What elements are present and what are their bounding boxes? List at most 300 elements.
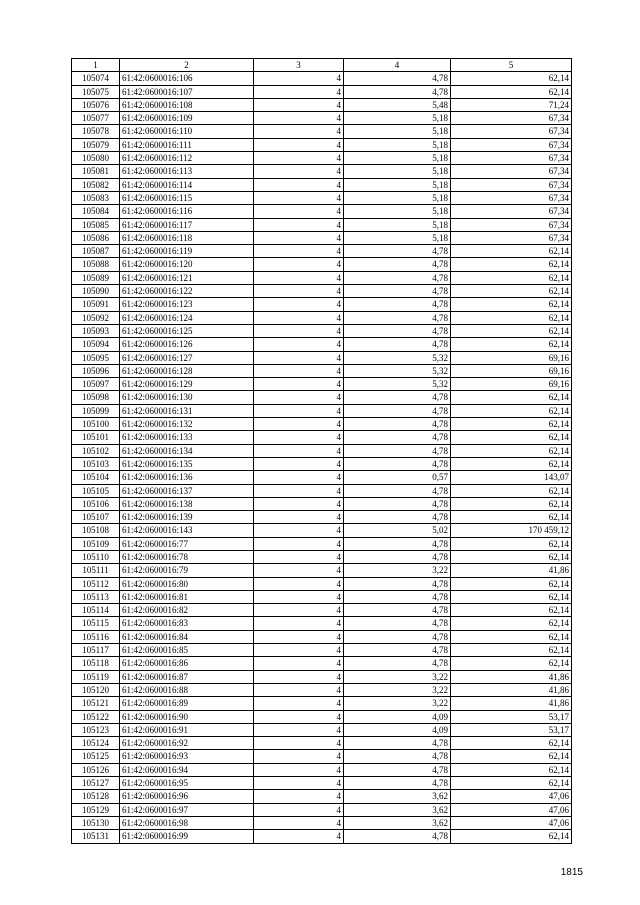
- table-cell: 4: [254, 564, 344, 577]
- table-cell: 5,18: [344, 231, 451, 244]
- table-cell: 61:42:0600016:91: [120, 723, 254, 736]
- table-cell: 61:42:0600016:93: [120, 750, 254, 763]
- table-cell: 105077: [72, 112, 120, 125]
- table-cell: 4: [254, 364, 344, 377]
- table-cell: 4,78: [344, 85, 451, 98]
- table-cell: 5,18: [344, 205, 451, 218]
- table-cell: 61:42:0600016:143: [120, 524, 254, 537]
- table-cell: 4: [254, 298, 344, 311]
- table-cell: 61:42:0600016:123: [120, 298, 254, 311]
- table-row: [72, 737, 572, 750]
- table-cell: 4: [254, 604, 344, 617]
- table-cell: 4,78: [344, 617, 451, 630]
- table-cell: 4,09: [344, 710, 451, 723]
- table-cell: 61:42:0600016:77: [120, 537, 254, 550]
- table-row: [72, 231, 572, 244]
- table-cell: 61:42:0600016:115: [120, 191, 254, 204]
- column-header: 5: [451, 59, 572, 72]
- table-cell: 62,14: [451, 537, 572, 550]
- table-cell: 47,06: [451, 803, 572, 816]
- table-cell: 4,78: [344, 657, 451, 670]
- table-cell: 4: [254, 338, 344, 351]
- table-cell: 4: [254, 404, 344, 417]
- table-cell: 61:42:0600016:96: [120, 790, 254, 803]
- table-cell: 4: [254, 431, 344, 444]
- table-cell: 61:42:0600016:87: [120, 670, 254, 683]
- table-cell: 61:42:0600016:82: [120, 604, 254, 617]
- table-cell: 67,34: [451, 178, 572, 191]
- table-row: [72, 790, 572, 803]
- table-cell: 3,62: [344, 816, 451, 829]
- table-cell: 4: [254, 737, 344, 750]
- table-cell: 62,14: [451, 750, 572, 763]
- table-cell: 4,78: [344, 311, 451, 324]
- table-cell: 4,78: [344, 630, 451, 643]
- table-cell: 4: [254, 710, 344, 723]
- table-cell: 4: [254, 683, 344, 696]
- table-cell: 3,62: [344, 803, 451, 816]
- table-row: [72, 178, 572, 191]
- table-cell: 105115: [72, 617, 120, 630]
- table-cell: 61:42:0600016:108: [120, 98, 254, 111]
- table-row: [72, 644, 572, 657]
- table-cell: 62,14: [451, 258, 572, 271]
- table-cell: 105083: [72, 191, 120, 204]
- table-cell: 67,34: [451, 152, 572, 165]
- table-cell: 4,78: [344, 484, 451, 497]
- table-cell: 5,18: [344, 191, 451, 204]
- table-cell: 105110: [72, 550, 120, 563]
- table-cell: 105122: [72, 710, 120, 723]
- table-row: [72, 431, 572, 444]
- table-cell: 105082: [72, 178, 120, 191]
- table-cell: 105127: [72, 777, 120, 790]
- table-cell: 4: [254, 271, 344, 284]
- table-cell: 4,78: [344, 431, 451, 444]
- table-cell: 61:42:0600016:128: [120, 364, 254, 377]
- table-cell: 61:42:0600016:134: [120, 444, 254, 457]
- table-row: [72, 205, 572, 218]
- table-cell: 4,78: [344, 590, 451, 603]
- table-cell: 4: [254, 444, 344, 457]
- table-cell: 4: [254, 630, 344, 643]
- table-cell: 62,14: [451, 737, 572, 750]
- table-cell: 61:42:0600016:138: [120, 497, 254, 510]
- table-cell: 62,14: [451, 777, 572, 790]
- table-row: [72, 710, 572, 723]
- table-cell: 3,22: [344, 683, 451, 696]
- table-cell: 5,02: [344, 524, 451, 537]
- table-cell: 105116: [72, 630, 120, 643]
- table-row: [72, 418, 572, 431]
- table-cell: 62,14: [451, 391, 572, 404]
- table-cell: 4: [254, 497, 344, 510]
- table-cell: 4,78: [344, 391, 451, 404]
- table-cell: 4,78: [344, 338, 451, 351]
- table-cell: 4,78: [344, 644, 451, 657]
- table-cell: 67,34: [451, 165, 572, 178]
- table-cell: 62,14: [451, 285, 572, 298]
- table-cell: 62,14: [451, 550, 572, 563]
- table-cell: 4: [254, 378, 344, 391]
- table-cell: 61:42:0600016:129: [120, 378, 254, 391]
- table-row: [72, 152, 572, 165]
- table-cell: 105107: [72, 511, 120, 524]
- table-cell: 67,34: [451, 125, 572, 138]
- table-cell: 4: [254, 577, 344, 590]
- table-cell: 61:42:0600016:112: [120, 152, 254, 165]
- table-cell: 61:42:0600016:88: [120, 683, 254, 696]
- column-header: 2: [120, 59, 254, 72]
- table-cell: 62,14: [451, 644, 572, 657]
- table-row: [72, 803, 572, 816]
- table-cell: 105118: [72, 657, 120, 670]
- table-cell: 105125: [72, 750, 120, 763]
- table-cell: 105117: [72, 644, 120, 657]
- table-cell: 61:42:0600016:125: [120, 324, 254, 337]
- table-cell: 4: [254, 85, 344, 98]
- data-table: [71, 58, 572, 844]
- table-cell: 61:42:0600016:78: [120, 550, 254, 563]
- table-cell: 61:42:0600016:79: [120, 564, 254, 577]
- table-row: [72, 590, 572, 603]
- table-row: [72, 457, 572, 470]
- table-row: [72, 524, 572, 537]
- table-cell: 4,78: [344, 404, 451, 417]
- table-cell: 5,18: [344, 125, 451, 138]
- table-cell: 105130: [72, 816, 120, 829]
- table-cell: 61:42:0600016:90: [120, 710, 254, 723]
- table-cell: 5,18: [344, 178, 451, 191]
- table-cell: 62,14: [451, 484, 572, 497]
- table-cell: 4: [254, 537, 344, 550]
- table-cell: 105095: [72, 351, 120, 364]
- table-cell: 105126: [72, 763, 120, 776]
- table-row: [72, 112, 572, 125]
- table-cell: 105128: [72, 790, 120, 803]
- page-number: 1815: [560, 867, 583, 878]
- table-cell: 3,22: [344, 564, 451, 577]
- table-cell: 4,78: [344, 271, 451, 284]
- table-cell: 105111: [72, 564, 120, 577]
- table-cell: 69,16: [451, 378, 572, 391]
- table-row: [72, 657, 572, 670]
- table-cell: 4: [254, 258, 344, 271]
- table-cell: 61:42:0600016:98: [120, 816, 254, 829]
- table-row: [72, 298, 572, 311]
- table-cell: 105078: [72, 125, 120, 138]
- table-cell: 62,14: [451, 590, 572, 603]
- table-row: [72, 577, 572, 590]
- table-cell: 61:42:0600016:119: [120, 245, 254, 258]
- column-header: 3: [254, 59, 344, 72]
- table-cell: 4,09: [344, 723, 451, 736]
- table-cell: 4: [254, 590, 344, 603]
- column-header: 1: [72, 59, 120, 72]
- table-cell: 4: [254, 351, 344, 364]
- table-cell: 61:42:0600016:85: [120, 644, 254, 657]
- table-cell: 61:42:0600016:107: [120, 85, 254, 98]
- table-cell: 62,14: [451, 298, 572, 311]
- table-row: [72, 723, 572, 736]
- table-cell: 61:42:0600016:83: [120, 617, 254, 630]
- table-row: [72, 138, 572, 151]
- table-cell: 105079: [72, 138, 120, 151]
- table-cell: 4,78: [344, 550, 451, 563]
- table-cell: 61:42:0600016:80: [120, 577, 254, 590]
- table-cell: 105113: [72, 590, 120, 603]
- table-cell: 61:42:0600016:92: [120, 737, 254, 750]
- table-cell: 4: [254, 484, 344, 497]
- table-cell: 67,34: [451, 112, 572, 125]
- table-cell: 67,34: [451, 218, 572, 231]
- table-cell: 4: [254, 617, 344, 630]
- table-cell: 4: [254, 125, 344, 138]
- table-cell: 47,06: [451, 790, 572, 803]
- table-cell: 4: [254, 511, 344, 524]
- table-cell: 105099: [72, 404, 120, 417]
- table-row: [72, 72, 572, 85]
- table-cell: 4: [254, 830, 344, 843]
- table-cell: 105120: [72, 683, 120, 696]
- table-cell: 105096: [72, 364, 120, 377]
- table-cell: 4: [254, 324, 344, 337]
- table-row: [72, 763, 572, 776]
- table-cell: 5,18: [344, 138, 451, 151]
- table-row: [72, 816, 572, 829]
- table-cell: 61:42:0600016:99: [120, 830, 254, 843]
- table-cell: 105090: [72, 285, 120, 298]
- table-cell: 4,78: [344, 737, 451, 750]
- table-cell: 105075: [72, 85, 120, 98]
- table-cell: 62,14: [451, 604, 572, 617]
- column-header: 4: [344, 59, 451, 72]
- table-row: [72, 697, 572, 710]
- table-cell: 4: [254, 391, 344, 404]
- table-row: [72, 391, 572, 404]
- table-cell: 3,22: [344, 670, 451, 683]
- table-cell: 105080: [72, 152, 120, 165]
- table-cell: 41,86: [451, 697, 572, 710]
- table-cell: 41,86: [451, 683, 572, 696]
- table-cell: 4,78: [344, 777, 451, 790]
- table-cell: 105084: [72, 205, 120, 218]
- table-cell: 41,86: [451, 564, 572, 577]
- table-row: [72, 285, 572, 298]
- table-cell: 4: [254, 763, 344, 776]
- table-cell: 62,14: [451, 577, 572, 590]
- table-row: [72, 444, 572, 457]
- table-cell: 4,78: [344, 537, 451, 550]
- table-cell: 105121: [72, 697, 120, 710]
- table-cell: 4: [254, 205, 344, 218]
- table-cell: 105124: [72, 737, 120, 750]
- table-cell: 4: [254, 165, 344, 178]
- table-cell: 105098: [72, 391, 120, 404]
- table-cell: 61:42:0600016:81: [120, 590, 254, 603]
- table-cell: 3,62: [344, 790, 451, 803]
- table-cell: 69,16: [451, 364, 572, 377]
- table-row: [72, 511, 572, 524]
- table-cell: 105094: [72, 338, 120, 351]
- table-row: [72, 364, 572, 377]
- table-cell: 61:42:0600016:106: [120, 72, 254, 85]
- table-cell: 67,34: [451, 205, 572, 218]
- table-cell: 4: [254, 524, 344, 537]
- table-cell: 4: [254, 657, 344, 670]
- table-cell: 4: [254, 803, 344, 816]
- table-cell: 105088: [72, 258, 120, 271]
- table-cell: 62,14: [451, 763, 572, 776]
- table-cell: 4: [254, 245, 344, 258]
- table-cell: 4: [254, 138, 344, 151]
- table-row: [72, 338, 572, 351]
- table-cell: 61:42:0600016:109: [120, 112, 254, 125]
- table-cell: 105076: [72, 98, 120, 111]
- table-cell: 105089: [72, 271, 120, 284]
- table-cell: 4,78: [344, 830, 451, 843]
- table-cell: 105105: [72, 484, 120, 497]
- table-cell: 61:42:0600016:135: [120, 457, 254, 470]
- table-cell: 4,78: [344, 258, 451, 271]
- table-cell: 61:42:0600016:95: [120, 777, 254, 790]
- table-cell: 62,14: [451, 404, 572, 417]
- table-row: [72, 550, 572, 563]
- table-cell: 61:42:0600016:111: [120, 138, 254, 151]
- table-cell: 105131: [72, 830, 120, 843]
- table-cell: 105086: [72, 231, 120, 244]
- table-cell: 62,14: [451, 85, 572, 98]
- table-cell: 4: [254, 112, 344, 125]
- table-cell: 61:42:0600016:132: [120, 418, 254, 431]
- table-cell: 61:42:0600016:86: [120, 657, 254, 670]
- table-row: [72, 404, 572, 417]
- table-row: [72, 165, 572, 178]
- table-cell: 5,32: [344, 378, 451, 391]
- table-cell: 62,14: [451, 324, 572, 337]
- table-cell: 4,78: [344, 444, 451, 457]
- table-cell: 61:42:0600016:126: [120, 338, 254, 351]
- table-cell: 61:42:0600016:114: [120, 178, 254, 191]
- table-cell: 61:42:0600016:113: [120, 165, 254, 178]
- table-cell: 53,17: [451, 723, 572, 736]
- table-cell: 5,18: [344, 152, 451, 165]
- table-cell: 5,32: [344, 364, 451, 377]
- table-cell: 62,14: [451, 630, 572, 643]
- table-cell: 61:42:0600016:137: [120, 484, 254, 497]
- table-cell: 0,57: [344, 471, 451, 484]
- table-row: [72, 830, 572, 843]
- table-cell: 105129: [72, 803, 120, 816]
- table-cell: 105093: [72, 324, 120, 337]
- table-row: [72, 537, 572, 550]
- table-cell: 61:42:0600016:124: [120, 311, 254, 324]
- table-cell: 62,14: [451, 338, 572, 351]
- table-cell: 4: [254, 471, 344, 484]
- table-cell: 61:42:0600016:121: [120, 271, 254, 284]
- table-cell: 62,14: [451, 72, 572, 85]
- table-row: [72, 378, 572, 391]
- table-row: [72, 564, 572, 577]
- table-cell: 105108: [72, 524, 120, 537]
- table-cell: 61:42:0600016:127: [120, 351, 254, 364]
- table-cell: 105104: [72, 471, 120, 484]
- table-cell: 105109: [72, 537, 120, 550]
- table-cell: 62,14: [451, 617, 572, 630]
- table-cell: 105112: [72, 577, 120, 590]
- table-cell: 62,14: [451, 431, 572, 444]
- table-cell: 4,78: [344, 511, 451, 524]
- table-cell: 69,16: [451, 351, 572, 364]
- table-cell: 170 459,12: [451, 524, 572, 537]
- table-cell: 62,14: [451, 657, 572, 670]
- table-cell: 67,34: [451, 138, 572, 151]
- table-cell: 67,34: [451, 231, 572, 244]
- table-cell: 61:42:0600016:89: [120, 697, 254, 710]
- table-cell: 47,06: [451, 816, 572, 829]
- table-cell: 41,86: [451, 670, 572, 683]
- table-cell: 4: [254, 816, 344, 829]
- table-cell: 105106: [72, 497, 120, 510]
- table-cell: 4: [254, 311, 344, 324]
- table-cell: 61:42:0600016:110: [120, 125, 254, 138]
- table-cell: 4: [254, 418, 344, 431]
- table-cell: 4: [254, 550, 344, 563]
- table-cell: 4: [254, 777, 344, 790]
- table-row: [72, 245, 572, 258]
- table-cell: 4: [254, 670, 344, 683]
- table-cell: 4: [254, 790, 344, 803]
- table-cell: 4,78: [344, 497, 451, 510]
- table-cell: 4: [254, 750, 344, 763]
- table-cell: 62,14: [451, 457, 572, 470]
- table-cell: 61:42:0600016:136: [120, 471, 254, 484]
- table-row: [72, 218, 572, 231]
- table-cell: 4,78: [344, 750, 451, 763]
- table-cell: 5,32: [344, 351, 451, 364]
- table-row: [72, 604, 572, 617]
- table-cell: 61:42:0600016:120: [120, 258, 254, 271]
- table-cell: 62,14: [451, 830, 572, 843]
- table-cell: 4,78: [344, 418, 451, 431]
- table-cell: 61:42:0600016:94: [120, 763, 254, 776]
- table-row: [72, 683, 572, 696]
- table-cell: 5,48: [344, 98, 451, 111]
- table-cell: 4: [254, 152, 344, 165]
- table-cell: 105087: [72, 245, 120, 258]
- table-cell: 67,34: [451, 191, 572, 204]
- table-cell: 5,18: [344, 165, 451, 178]
- table-row: [72, 98, 572, 111]
- table-cell: 4: [254, 191, 344, 204]
- table-row: [72, 324, 572, 337]
- table-row: [72, 777, 572, 790]
- table-cell: 62,14: [451, 511, 572, 524]
- table-row: [72, 125, 572, 138]
- table-cell: 61:42:0600016:130: [120, 391, 254, 404]
- table-cell: 105123: [72, 723, 120, 736]
- table-cell: 71,24: [451, 98, 572, 111]
- table-cell: 143,07: [451, 471, 572, 484]
- table-cell: 61:42:0600016:117: [120, 218, 254, 231]
- table-row: [72, 258, 572, 271]
- table-row: [72, 750, 572, 763]
- table-cell: 53,17: [451, 710, 572, 723]
- table-cell: 61:42:0600016:122: [120, 285, 254, 298]
- table-cell: 105114: [72, 604, 120, 617]
- table-cell: 62,14: [451, 418, 572, 431]
- table-row: [72, 617, 572, 630]
